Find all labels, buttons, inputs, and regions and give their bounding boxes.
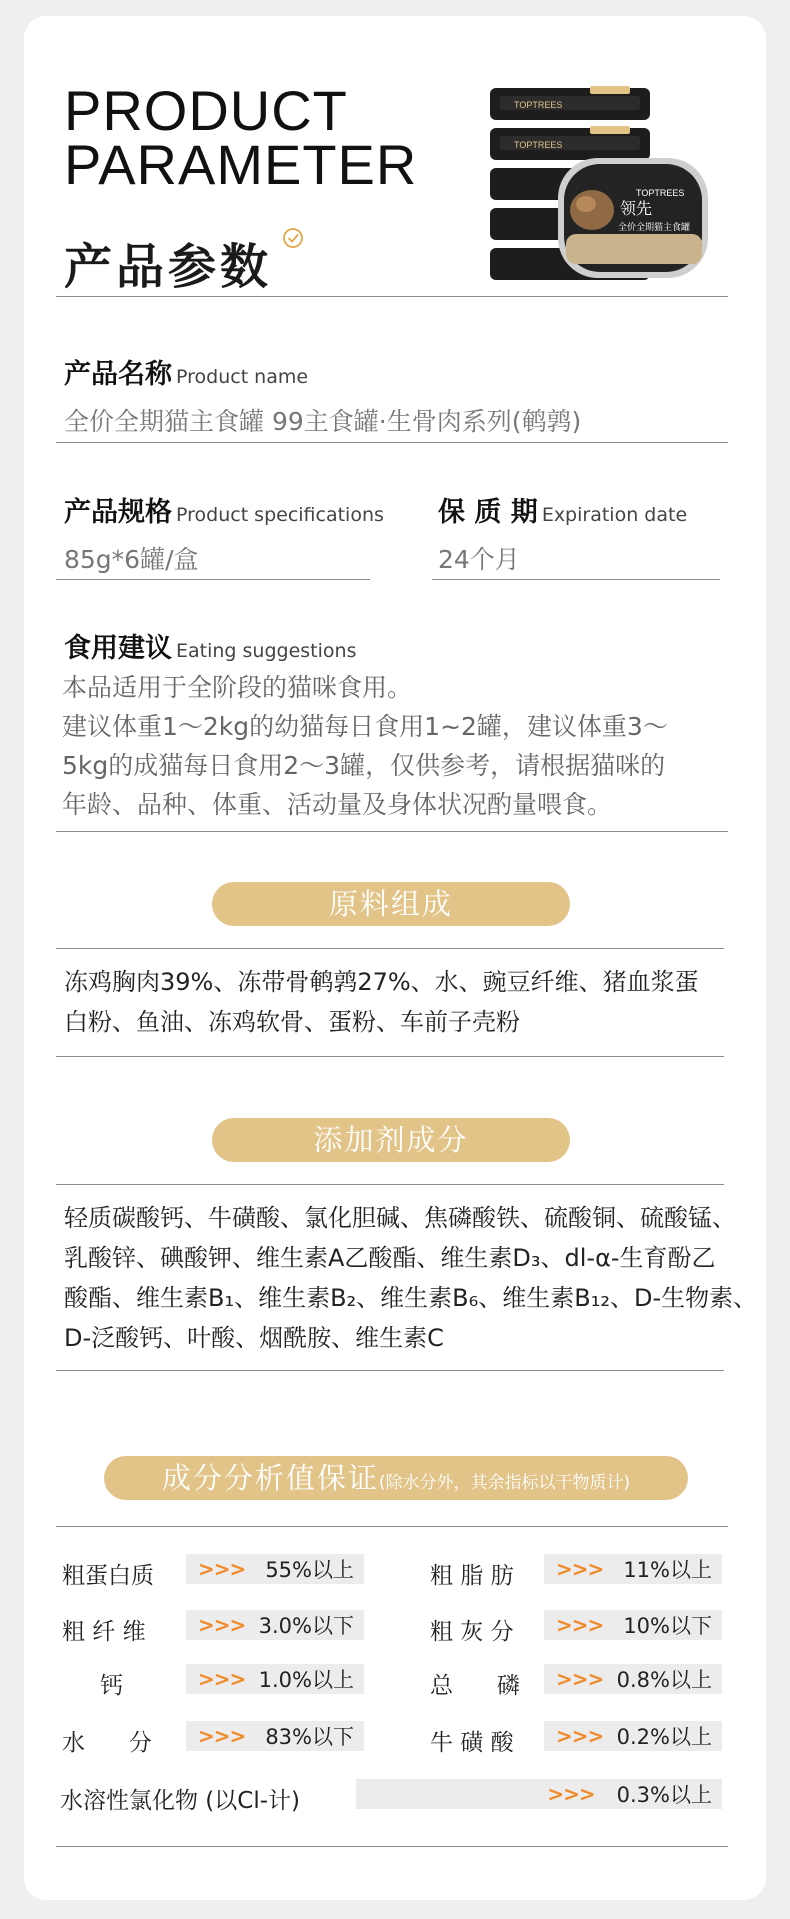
eating-line: 5kg的成猫每日食用2～3罐，仅供参考，请根据猫咪的: [62, 751, 666, 780]
eating-label-en: Eating suggestions: [176, 640, 357, 662]
additives-line: 乳酸锌、碘酸钾、维生素A乙酸酯、维生素D₃、dl-α-生育酚乙: [64, 1244, 716, 1272]
arrow-icon: >>>: [198, 1557, 246, 1581]
analysis-label: 粗 纤 维: [62, 1619, 146, 1645]
product-name-value: 全价全期猫主食罐 99主食罐·生骨肉系列(鹌鹑): [64, 407, 582, 436]
arrow-icon: >>>: [556, 1613, 604, 1637]
can-brand-text-2: TOPTREES: [514, 140, 563, 150]
arrow-icon: >>>: [198, 1613, 246, 1637]
eating-suggestions-label: [64, 626, 356, 665]
analysis-value: 0.8%以上: [616, 1668, 712, 1692]
additives-heading: 添加剂成分: [212, 1118, 570, 1162]
divider: [56, 1184, 724, 1185]
analysis-value-box-chloride: [356, 1779, 722, 1809]
ingredients-heading: 原料组成: [212, 882, 570, 926]
analysis-label: 牛 磺 酸: [430, 1730, 514, 1756]
title-english: [64, 79, 484, 196]
product-spec-value: 85g*6罐/盒: [64, 545, 199, 574]
analysis-label: 粗蛋白质: [62, 1563, 154, 1589]
analysis-value-box: [186, 1721, 364, 1751]
eating-line: 年龄、品种、体重、活动量及身体状况酌量喂食。: [62, 790, 613, 819]
can-brand-text: TOPTREES: [514, 100, 563, 110]
analysis-value-box: [544, 1664, 722, 1694]
title-en-line2: PARAMETER: [64, 133, 418, 196]
analysis-value-box: [186, 1610, 364, 1640]
product-name-label: [64, 352, 308, 391]
analysis-note: (除水分外，其余指标以干物质计): [378, 1473, 631, 1493]
analysis-value-box: [544, 1610, 722, 1640]
expiry-label-en: Expiration date: [541, 504, 688, 526]
can-lid-sub: 全价全期猫主食罐: [618, 223, 691, 233]
divider: [56, 1846, 728, 1847]
can-lid-name: 领先: [620, 199, 653, 218]
arrow-icon: >>>: [198, 1724, 246, 1748]
product-spec-label-en: Product specifications: [176, 504, 384, 526]
divider: [56, 948, 724, 949]
eating-label-cn: 食用建议: [64, 633, 172, 664]
analysis-value-box: [544, 1554, 722, 1584]
eating-line: 本品适用于全阶段的猫咪食用。: [62, 673, 413, 702]
divider: [56, 831, 728, 832]
analysis-value: 3.0%以下: [258, 1614, 354, 1638]
divider: [56, 1056, 724, 1057]
analysis-label: 总 磷: [430, 1673, 520, 1699]
additives-text: [64, 1198, 764, 1358]
divider: [432, 579, 720, 580]
analysis-value: 11%以上: [623, 1558, 712, 1582]
eating-suggestions-text: [62, 668, 742, 824]
product-spec-label-cn: 产品规格: [64, 497, 172, 528]
divider: [56, 1526, 728, 1527]
additives-line: 酸酯、维生素B₁、维生素B₂、维生素B₆、维生素B₁₂、D-生物素、: [64, 1284, 758, 1312]
check-circle-icon: [282, 227, 304, 249]
title-en-line1: PRODUCT: [64, 79, 348, 142]
product-spec-label: [64, 490, 384, 529]
ingredients-line: 白粉、鱼油、冻鸡软骨、蛋粉、车前子壳粉: [64, 1008, 520, 1036]
ingredients-text: [64, 962, 734, 1042]
analysis-value: 55%以上: [265, 1558, 354, 1582]
analysis-value: 1.0%以上: [258, 1668, 354, 1692]
arrow-icon: >>>: [556, 1557, 604, 1581]
analysis-value: 0.2%以上: [616, 1725, 712, 1749]
analysis-value: 83%以下: [265, 1725, 354, 1749]
arrow-icon: >>>: [547, 1782, 595, 1806]
analysis-label: 水 分: [62, 1730, 152, 1756]
analysis-value-box: [186, 1664, 364, 1694]
product-name-label-en: Product name: [176, 366, 309, 388]
analysis-title: 成分分析值保证: [161, 1461, 379, 1495]
expiry-label: [438, 490, 687, 529]
analysis-value-box: [186, 1554, 364, 1584]
additives-line: D-泛酸钙、叶酸、烟酰胺、维生素C: [64, 1324, 444, 1352]
divider: [56, 296, 728, 297]
analysis-value: 0.3%以上: [616, 1783, 712, 1807]
arrow-icon: >>>: [556, 1724, 604, 1748]
analysis-label: 粗 灰 分: [430, 1619, 514, 1645]
product-cans-image: [486, 84, 716, 294]
product-name-label-cn: 产品名称: [64, 359, 172, 390]
analysis-heading: [104, 1456, 688, 1500]
analysis-value-box: [544, 1721, 722, 1751]
arrow-icon: >>>: [556, 1667, 604, 1691]
expiry-label-cn: 保 质 期: [438, 497, 538, 528]
analysis-value: 10%以下: [623, 1614, 712, 1638]
divider: [56, 1370, 724, 1371]
ingredients-line: 冻鸡胸肉39%、冻带骨鹌鹑27%、水、豌豆纤维、猪血浆蛋: [64, 968, 699, 996]
can-lid-brand: TOPTREES: [636, 188, 685, 198]
arrow-icon: >>>: [198, 1667, 246, 1691]
divider: [56, 579, 370, 580]
analysis-label-chloride: 水溶性氯化物 (以Cl-计): [60, 1788, 301, 1814]
analysis-label: 粗 脂 肪: [430, 1563, 514, 1589]
additives-line: 轻质碳酸钙、牛磺酸、氯化胆碱、焦磷酸铁、硫酸铜、硫酸锰、: [64, 1204, 736, 1232]
expiry-value: 24个月: [438, 545, 520, 574]
divider: [56, 442, 728, 443]
title-chinese: 产品参数: [64, 239, 273, 295]
eating-line: 建议体重1～2kg的幼猫每日食用1~2罐，建议体重3～: [62, 712, 668, 741]
analysis-label: 钙: [100, 1673, 123, 1699]
